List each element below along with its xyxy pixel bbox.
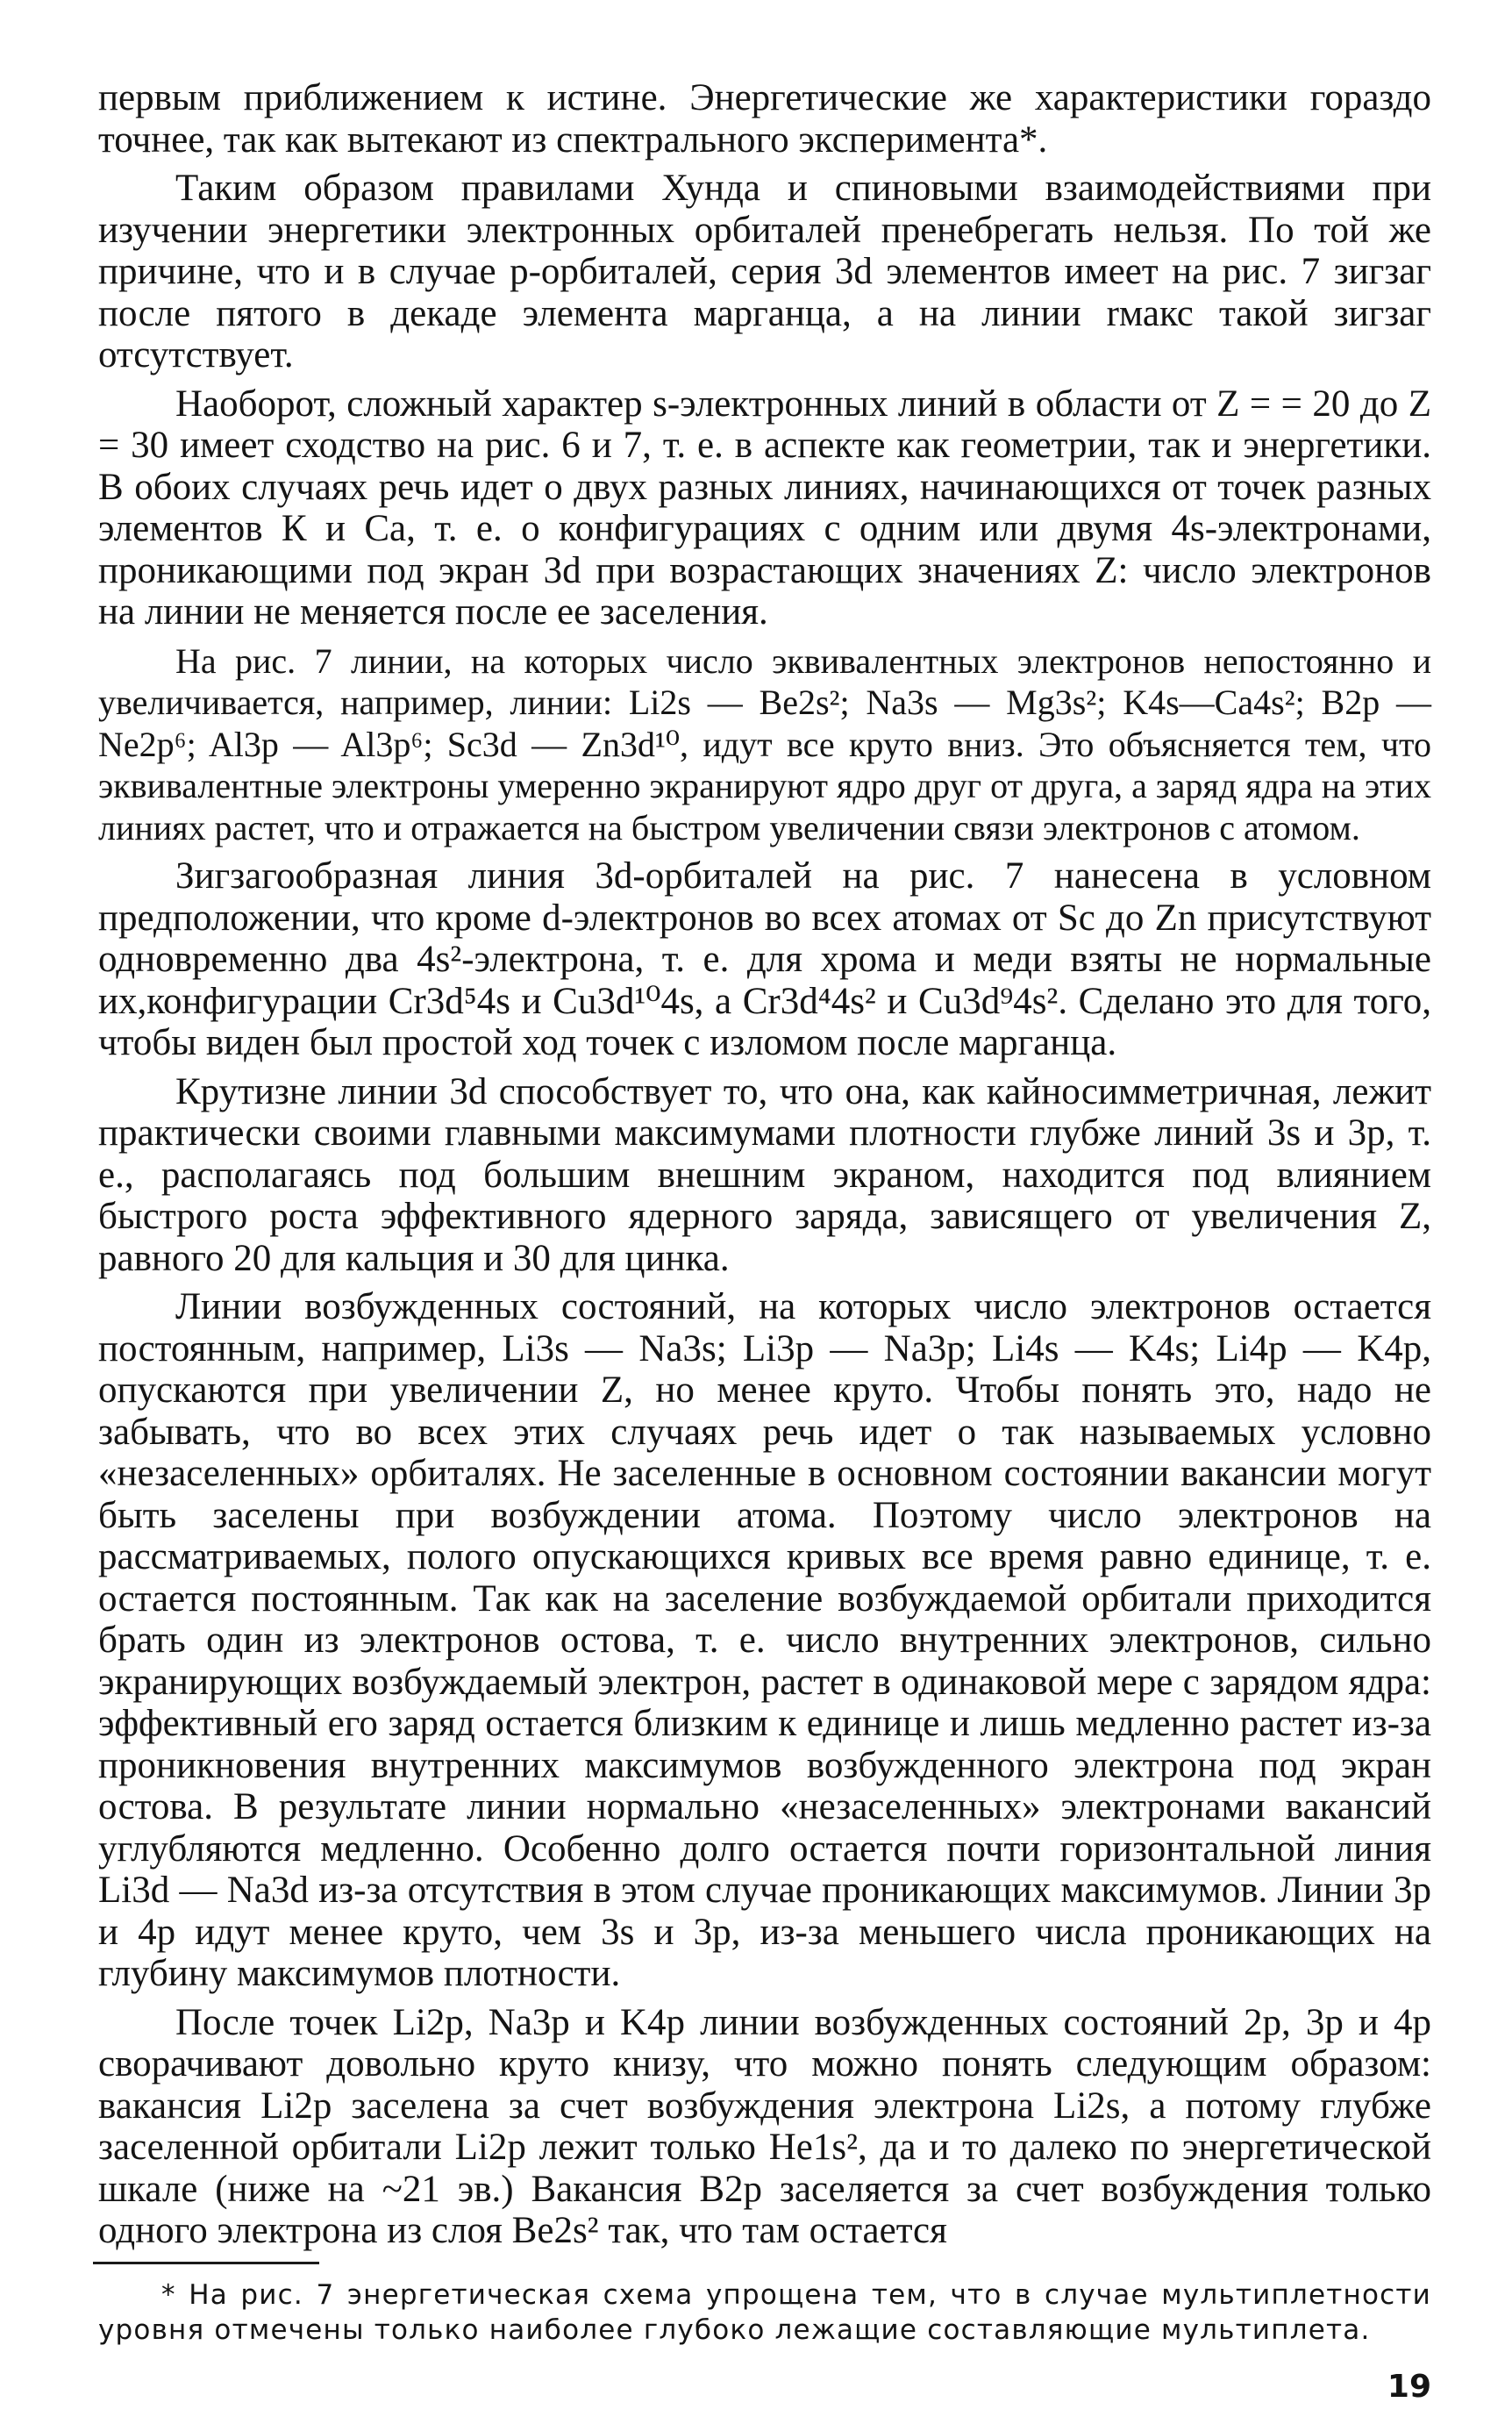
page-body (98, 77, 1431, 2259)
paragraph-excited-states: Линии возбужденных состояний, на которых число электронов остается постоянным, например, Li3s — Na3s; Li3p — Na3p; Li4s — K4s; Li4p — K4p, опускаются при увеличении Z, но менее круто. Чтобы понять это, надо не забывать, что во всех этих случаях речь идет о так называемых условно «незаселенных» орбиталях. Не заселенные в основном состоянии вакансии могут быть заселены при возбуждении атома. Поэтому число электронов на рассматриваемых, полого опускающихся кривых все время равно единице, т. е. остается постоянным. Так как на заселение возбуждаемой орбитали приходится брать один из электронов остова, т. е. число внутренних электронов, сильно экранирующих возбуждаемый электрон, растет в одинаковой мере с зарядом ядра: эффективный его заряд остается близким к единице и лишь медленно растет из-за проникновения внутренних максимумов возбужденного электрона под экран остова. В результате линии нормально «незаселенных» электронами вакансий углубляются медленно. Особенно долго остается почти горизонтальной линия Li3d — Na3d из-за отсутствия в этом случае проникающих максимумов. Линии 3p и 4p идут менее круто, чем 3s и 3p, из-за меньшего числа проникающих на глубину максимумов плотности. (98, 1286, 1431, 1995)
footnote: * На рис. 7 энергетическая схема упрощена тем, что в случае мультиплетности уровня отмечены только наиболее глубоко лежащие составляющие мультиплета. (98, 2279, 1431, 2347)
paragraph-s-electron-lines: Наоборот, сложный характер s-электронных линий в области от Z = = 20 до Z = 30 имеет сходство на рис. 6 и 7, т. е. в аспекте как геометрии, так и энергетики. В обоих случаях речь идет о двух разных линиях, начинающихся от точек разных элементов К и Са, т. е. о конфигурациях с одним или двумя 4s-электронами, проникающими под экран 3d при возрастающих значениях Z: число электронов на линии не меняется после ее заселения. (98, 383, 1431, 633)
paragraph-after-points: После точек Li2p, Na3p и K4p линии возбужденных состояний 2p, 3p и 4p сворачивают довольно круто книзу, что можно понять следующим образом: вакансия Li2p заселена за счет возбуждения электрона Li2s, а потому глубже заселенной орбитали Li2p лежит только He1s², да и то далеко по энергетической шкале (ниже на ~21 эв.) Вакансия B2p заселяется за счет возбуждения только одного электрона из слоя Be2s² так, что там остается (98, 2001, 1431, 2252)
paragraph-continuation: первым приближением к истине. Энергетические же характеристики гораздо точнее, так как вытекают из спектрального эксперимента*. (98, 77, 1431, 161)
paragraph-hund-rules: Таким образом правилами Хунда и спиновыми взаимодействиями при изучении энергетики электронных орбиталей пренебрегать нельзя. По той же причине, что и в случае p-орбиталей, серия 3d элементов имеет на рис. 7 зигзаг после пятого в декаде элемента марганца, а на линии rмакс такой зигзаг отсутствует. (98, 168, 1431, 375)
paragraph-equivalent-electrons: На рис. 7 линии, на которых число эквивалентных электронов непостоянно и увеличивается, например, линии: Li2s — Be2s²; Na3s — Mg3s²; K4s—Ca4s²; B2p — Ne2p⁶; Al3p — Al3p⁶; Sc3d — Zn3d¹⁰, идут все круто вниз. Это объясняется тем, что эквивалентные электроны умеренно экранируют ядро друг от друга, а заряд ядра на этих линиях растет, что и отражается на быстром увеличении связи электронов с атомом. (98, 640, 1431, 847)
paragraph-3d-zigzag: Зигзагообразная линия 3d-орбиталей на рис. 7 нанесена в условном предположении, что кроме d-электронов во всех атомах от Sc до Zn присутствуют одновременно два 4s²-электрона, т. е. для хрома и меди взяты не нормальные их,конфигурации Cr3d⁵4s и Cu3d¹⁰4s, а Cr3d⁴4s² и Cu3d⁹4s². Сделано это для того, чтобы виден был простой ход точек с изломом после марганца. (98, 855, 1431, 1064)
paragraph-3d-steepness: Крутизне линии 3d способствует то, что она, как кайносимметричная, лежит практически своими главными максимумами плотности глубже линий 3s и 3p, т. е., располагаясь под большим внешним экраном, находится под влиянием быстрого роста эффективного ядерного заряда, зависящего от увеличения Z, равного 20 для кальция и 30 для цинка. (98, 1070, 1431, 1279)
footnote-divider (93, 2262, 319, 2264)
page-number: 19 (1387, 2369, 1431, 2405)
